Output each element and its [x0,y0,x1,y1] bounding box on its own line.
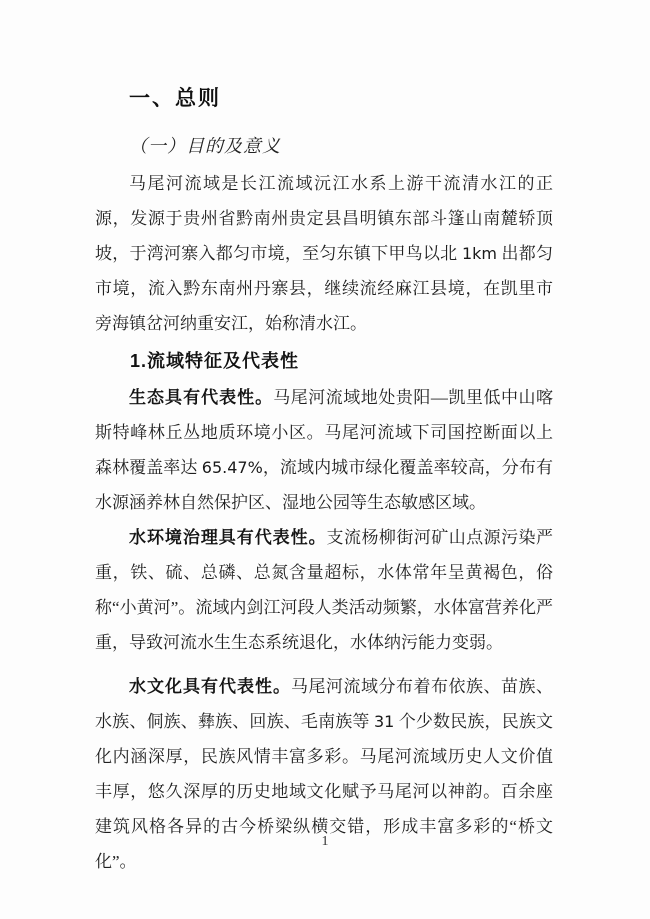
document-body [95,166,553,879]
paragraph-text: 马尾河流域地处贵阳—凯里低中山喀斯特峰林丘丛地质环境小区。马尾河流域下司国控断面以上森林覆盖率达 [95,388,554,477]
body-paragraph [95,520,553,660]
inline-number: 1km [461,244,497,263]
body-paragraph [95,166,553,341]
inline-number: 65.47% [201,458,263,477]
body-paragraph [95,380,553,520]
paragraph-text: ，流域内城市绿化覆盖率较高，分布有水源涵养林自然保护区、湿地公园等生态敏感区域。 [95,458,554,512]
paragraph-text: 出都匀市境，流入黔东南州丹寨县，继续流经麻江县境，在凯里市旁海镇岔河纳重安江，始称清水江。 [95,244,554,333]
paragraph-lead-emphasis: 水环境治理具有代表性。 [129,528,327,547]
inline-number: 31 [373,712,395,731]
paragraph-text: 个少数民族，民族文化内涵深厚，民族风情丰富多彩。马尾河流域历史人文价值丰厚，悠久深厚的历史地域文化赋予马尾河以神韵。百余座建筑风格各异的古今桥梁纵横交错，形成丰富多彩的“桥文化”。 [95,712,554,871]
page-number: 1 [321,834,329,849]
paragraph-text: 支流杨柳街河矿山点源污染严重，铁、硫、总磷、总氮含量超标，水体常年呈黄褐色，俗称“小黄河”。流域内剑江河段人类活动频繁，水体富营养化严重，导致河流水生生态系统退化，水体纳污能力变弱。 [95,528,554,652]
paragraph-text: 马尾河流域是长江流域沅江水系上游干流清水江的正源，发源于贵州省黔南州贵定县昌明镇东部斗篷山南麓轿顶坡，于湾河寨入都匀市境，至匀东镇下甲鸟以北 [95,174,553,263]
paragraph-text: 马尾河流域分布着布依族、苗族、水族、侗族、彝族、回族、毛南族等 [95,677,553,731]
section-heading: 一、总则 [129,87,221,110]
paragraph-lead-emphasis: 生态具有代表性。 [129,388,274,407]
numbered-subheading: 1.流域特征及代表性 [130,351,300,371]
paragraph-lead-emphasis: 水文化具有代表性。 [129,677,291,696]
subsection-heading: （一）目的及意义 [129,136,281,156]
